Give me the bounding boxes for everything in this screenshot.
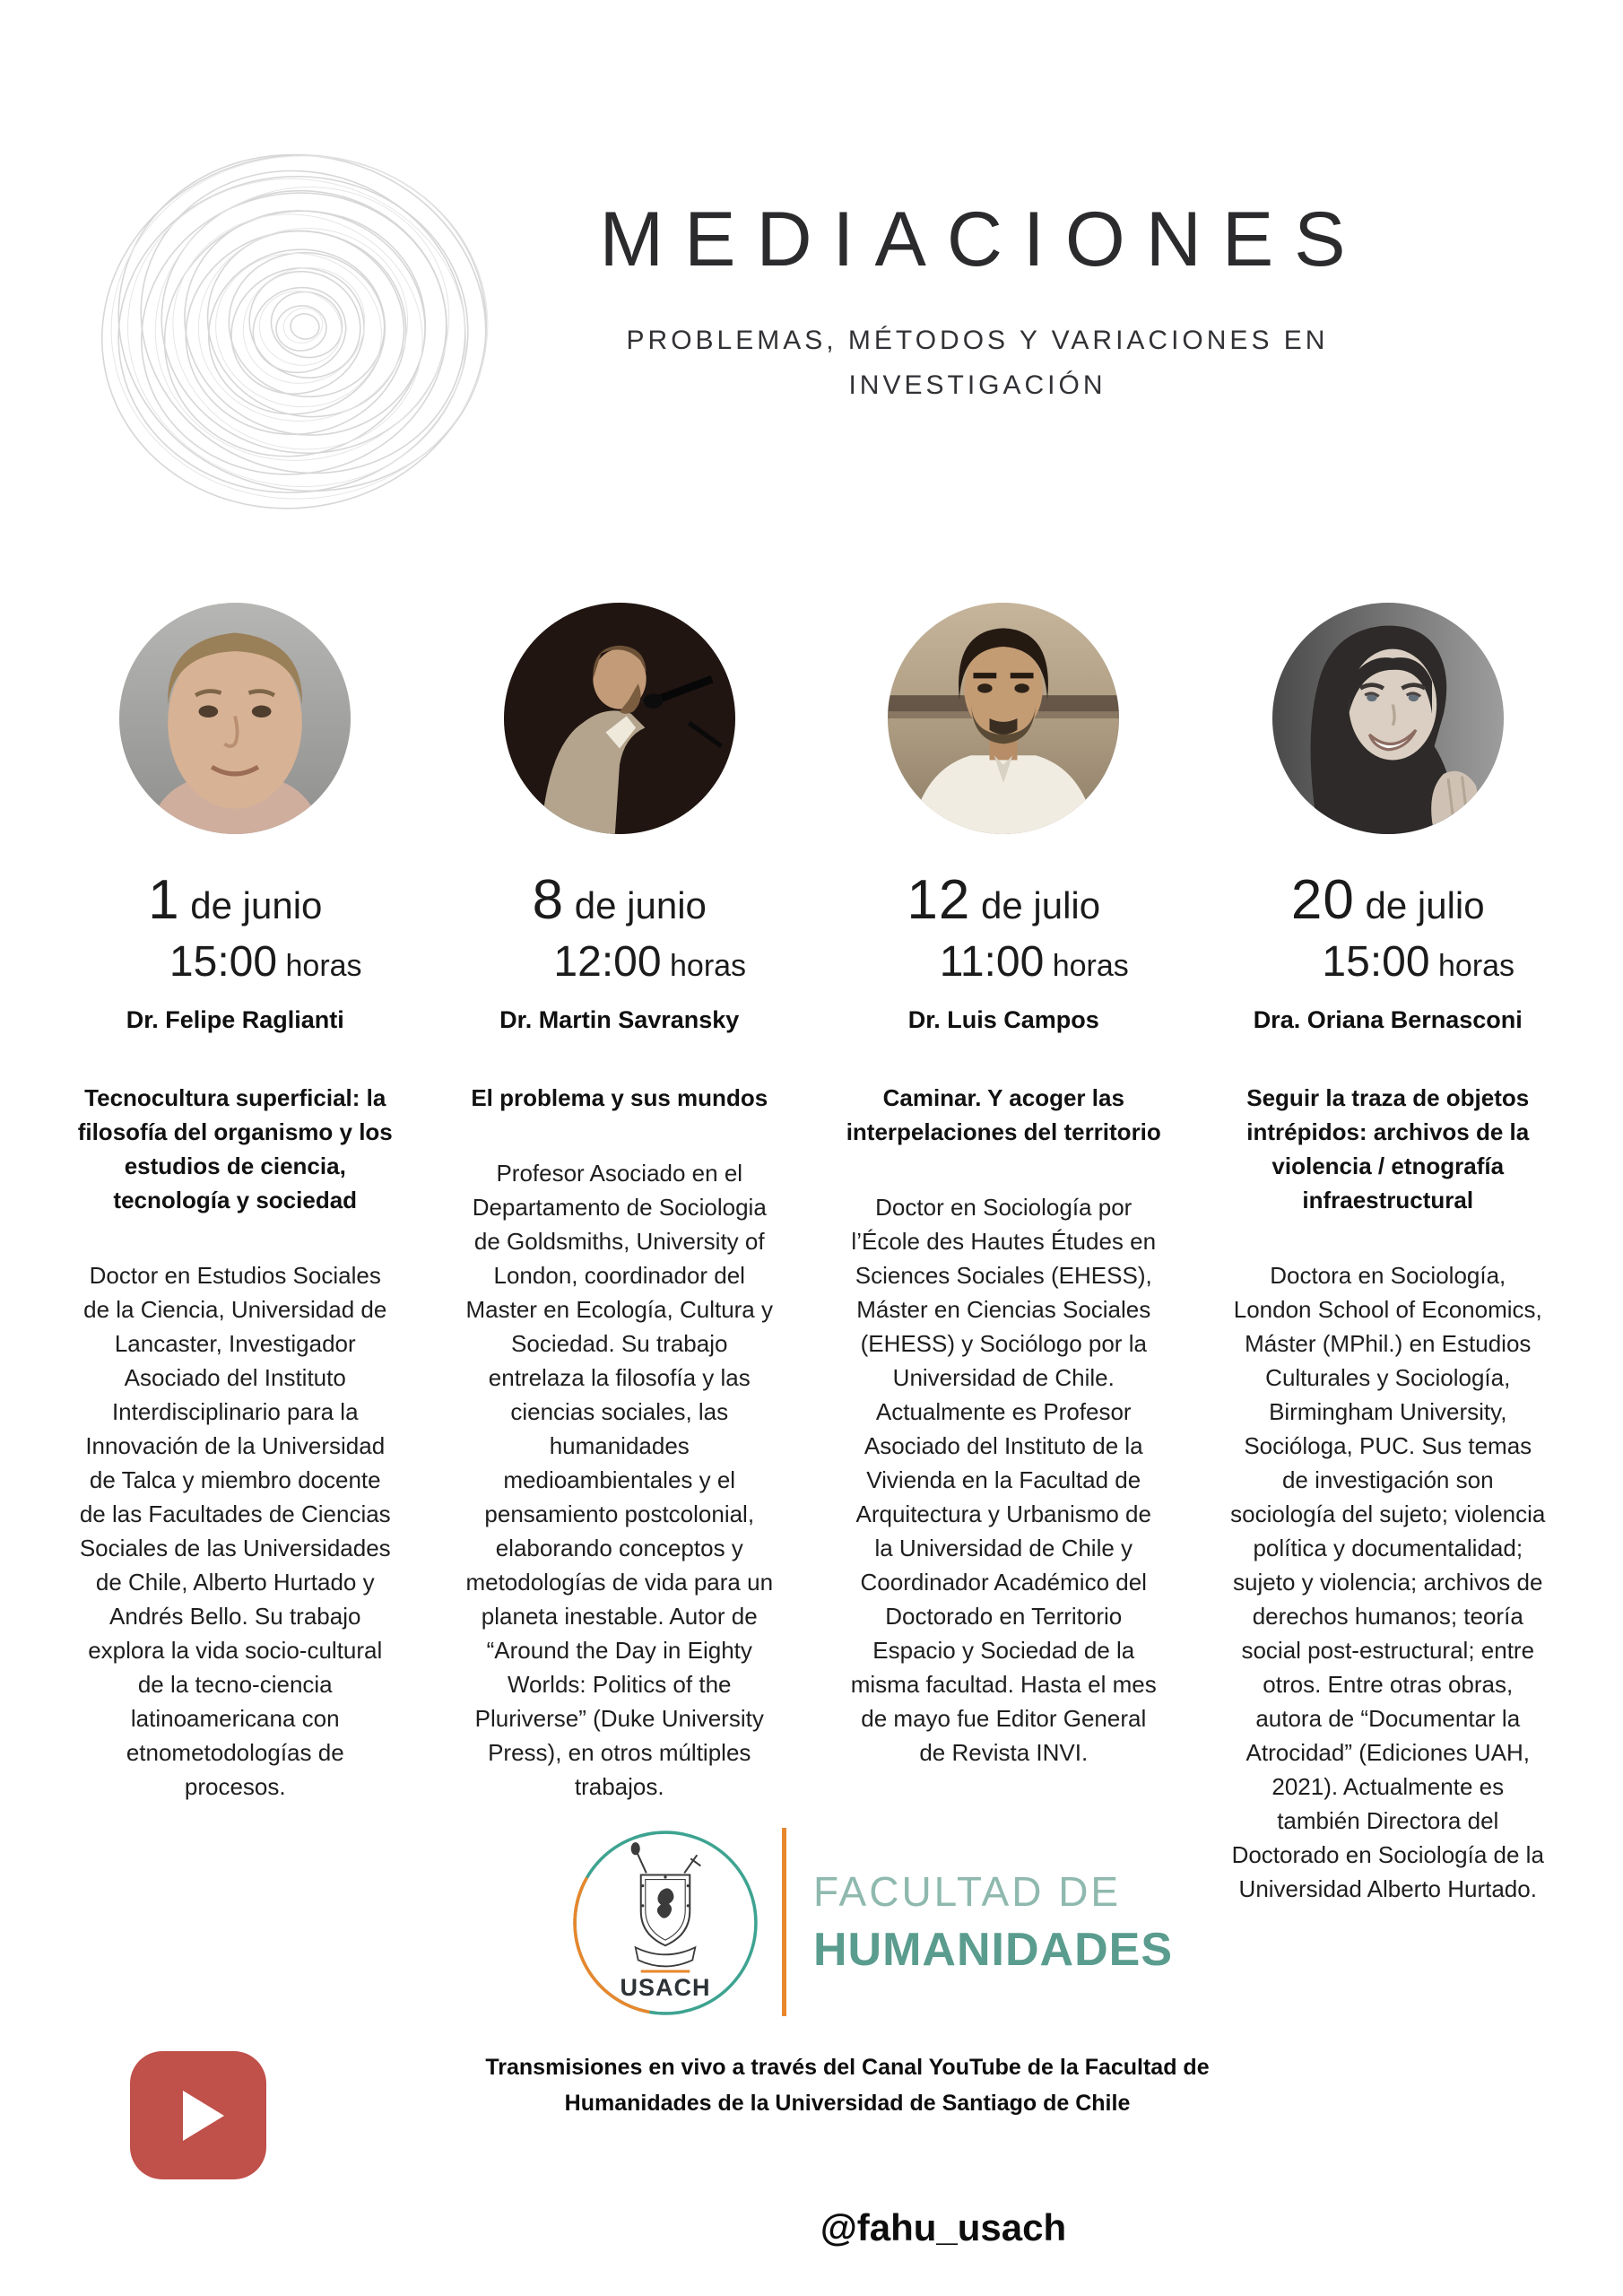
usach-crest-logo	[570, 1828, 760, 2018]
faculty-line2: HUMANIDADES	[813, 1924, 1173, 1976]
speakers-grid	[77, 603, 1546, 1906]
time-hour: 12:00	[553, 938, 662, 986]
event-time	[876, 937, 1193, 987]
speaker-column-felipe-raglianti	[77, 603, 394, 1906]
transmission-line1: Transmisiones en vivo a través del Canal YouTube de la Facultad de	[485, 2055, 1210, 2080]
portrait-man-gray-background-illustration	[119, 603, 351, 834]
event-date	[1230, 868, 1547, 932]
time-suffix: horas	[1052, 949, 1129, 983]
date-number: 12	[907, 869, 971, 931]
date-number: 1	[148, 869, 180, 931]
play-triangle-icon	[183, 2091, 224, 2141]
speaker-name: Dra. Oriana Bernasconi	[1253, 1006, 1523, 1033]
event-date	[77, 868, 394, 932]
speaker-bio: Doctor en Sociología por l’École des Hautes Études en Sciences Sociales (EHESS), Máster en Ciencias Sociales (EHESS) y Sociólogo por la Universidad de Chile. Actualmente es Profesor Asociado del Instituto de la Vivienda en la Facultad de Arquitectura y Urbanismo de la Universidad de Chile y Coordinador Académico del Doctorado en Territorio Espacio y Sociedad de la misma facultad. Hasta el mes de mayo fue Editor General de Revista INVI.	[850, 1194, 1157, 1766]
poster-title: MEDIACIONES	[599, 196, 1367, 283]
date-number: 8	[532, 869, 565, 931]
speaker-photo-oriana-bernasconi	[1272, 603, 1504, 834]
portrait-man-microphone-illustration	[504, 603, 735, 834]
talk-title: El problema y sus mundos	[471, 1084, 768, 1111]
poster-subtitle	[529, 318, 1426, 408]
time-suffix: horas	[1438, 949, 1515, 983]
transmission-note	[417, 2049, 1278, 2121]
date-month: de julio	[1365, 884, 1485, 926]
event-time	[108, 937, 424, 987]
speaker-name: Dr. Luis Campos	[907, 1006, 1099, 1033]
event-date	[462, 868, 778, 932]
portrait-man-beard-illustration	[888, 603, 1119, 834]
faculty-line1: FACULTAD DE	[813, 1868, 1122, 1915]
logo-divider	[782, 1828, 786, 2016]
time-hour: 11:00	[939, 938, 1045, 986]
speaker-bio: Doctor en Estudios Sociales de la Ciencia, Universidad de Lancaster, Investigador Asociado del Instituto Interdisciplinario para la Innovación de la Universidad de Talca y miembro docente de las Facultades de Ciencias Sociales de las Universidades de Chile, Alberto Hurtado y Andrés Bello. Su trabajo explora la vida socio-cultural de la tecno-ciencia latinoamericana con etnometodologías de procesos.	[79, 1262, 391, 1800]
talk-title: Caminar. Y acoger las interpelaciones del territorio	[846, 1084, 1161, 1145]
date-month: de junio	[574, 884, 707, 926]
poster-header	[529, 196, 1426, 408]
speaker-column-oriana-bernasconi	[1230, 603, 1547, 1906]
speaker-column-martin-savransky	[462, 603, 778, 1906]
event-time	[1261, 937, 1577, 987]
fahu-logo	[570, 1828, 1173, 2018]
time-hour: 15:00	[1322, 938, 1430, 986]
spiral-rings-logo	[100, 113, 502, 536]
poster-subtitle-line1: PROBLEMAS, MÉTODOS Y VARIACIONES EN	[626, 326, 1329, 355]
speaker-photo-martin-savransky	[504, 603, 735, 834]
transmission-line2: Humanidades de la Universidad de Santiago de Chile	[564, 2091, 1131, 2116]
social-handle: @fahu_usach	[820, 2206, 1067, 2248]
date-number: 20	[1290, 869, 1355, 931]
time-suffix: horas	[670, 949, 747, 983]
speaker-bio: Doctora en Sociología, London School of Economics, Máster (MPhil.) en Estudios Culturales y Sociología, Birmingham University, Socióloga, PUC. Sus temas de investigación son sociología del sujeto; violencia política y documentalidad; sujeto y violencia; archivos de derechos humanos; teoría social post-estructural; entre otros. Entre otras obras, autora de “Documentar la Atrocidad” (Ediciones UAH, 2021). Actualmente es también Directora del Doctorado en Sociología de la Universidad Alberto Hurtado.	[1230, 1262, 1546, 1902]
usach-acronym: USACH	[620, 1974, 711, 2001]
faculty-wordmark	[813, 1828, 1173, 1977]
poster-subtitle-line2: INVESTIGACIÓN	[848, 370, 1107, 400]
speaker-column-luis-campos	[846, 603, 1162, 1906]
speaker-bio: Profesor Asociado en el Departamento de Sociologia de Goldsmiths, University of London, coordinador del Master en Ecología, Cultura y Sociedad. Su trabajo entrelaza la filosofía y las ciencias sociales, las humanidades medioambientales y el pensamiento postcolonial, elaborando conceptos y metodologías de vida para un planeta inestable. Autor de “Around the Day in Eighty Worlds: Politics of the Pluriverse” (Duke University Press), en otros múltiples trabajos.	[465, 1160, 774, 1800]
youtube-icon	[130, 2051, 266, 2179]
portrait-woman-smiling-illustration	[1272, 603, 1504, 834]
event-time	[492, 937, 809, 987]
speaker-name: Dr. Martin Savransky	[499, 1006, 740, 1033]
date-month: de junio	[190, 884, 323, 926]
talk-title: Seguir la traza de objetos intrépidos: archivos de la violencia / etnografía infraestructural	[1246, 1084, 1530, 1213]
speaker-photo-luis-campos	[888, 603, 1119, 834]
date-month: de julio	[981, 884, 1101, 926]
time-suffix: horas	[285, 949, 362, 983]
talk-title: Tecnocultura superficial: la filosofía del organismo y los estudios de ciencia, tecnología y sociedad	[77, 1084, 393, 1213]
speaker-photo-felipe-raglianti	[119, 603, 351, 834]
speaker-name: Dr. Felipe Raglianti	[126, 1006, 344, 1033]
event-date	[846, 868, 1162, 932]
time-hour: 15:00	[169, 938, 278, 986]
